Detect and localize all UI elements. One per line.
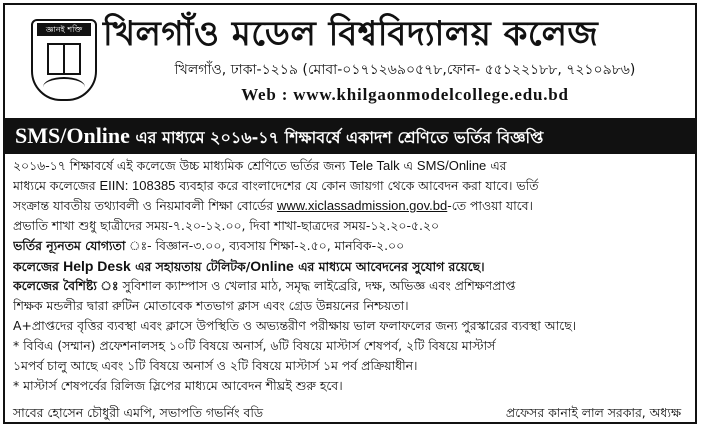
intro-text: ২০১৬-১৭ শিক্ষাবর্ষে এই কলেজে উচ্চ মাধ্যমিক শ্রেণিতে ভর্তির জন্য <box>13 158 350 173</box>
intro-line-1 <box>13 156 689 176</box>
intro-line-3 <box>13 196 689 216</box>
admission-url: www.xiclassadmission.gov.bd <box>276 198 448 213</box>
features-label: কলেজের বৈশিষ্ট্য ঃ <box>13 278 119 293</box>
wreath-icon <box>43 77 85 97</box>
principal-signature: প্রফেসর কানাই লাল সরকার, অধ্যক্ষ <box>505 405 681 420</box>
help-text: এর সহায়তায় টেলিটক/ <box>130 259 251 274</box>
min-values: ঃ- বিজ্ঞান-৩.০০, ব্যবসায় শিক্ষা-২.৫০, মানবিক-২.০০ <box>125 238 405 253</box>
features-text: সুবিশাল ক্যাম্পাস ও খেলার মাঠ, সমৃদ্ধ লাইব্রেরি, দক্ষ, অভিজ্ঞ এবং প্রশিক্ষণপ্রাপ্ত <box>118 278 516 293</box>
help-text: কলেজের <box>13 259 64 274</box>
headline-sms-online: SMS/Online <box>15 123 130 148</box>
intro-line-2 <box>13 176 689 196</box>
intro-text: এর <box>486 158 507 173</box>
notice-header <box>5 5 695 118</box>
min-label: ভর্তির ন্যূনতম যোগ্যতা <box>13 238 126 253</box>
minimum-qualification <box>13 236 689 256</box>
book-icon <box>47 43 81 75</box>
college-website: Web : www.khilgaonmodelcollege.edu.bd <box>241 85 569 104</box>
intro-text: সংক্রান্ত যাবতীয় তথ্যাবলী ও নিয়মাবলী শিক্ষা বোর্ডের <box>13 198 277 213</box>
teletalk-text: Tele Talk <box>349 158 400 173</box>
online-text: Online <box>250 258 294 274</box>
masters-line: * মাস্টার্স শেষপর্বের রিলিজ স্লিপের মাধ্যমে আবেদন শীঘ্রই শুরু হবে। <box>13 378 343 393</box>
chairman-signature: সাবের হোসেন চৌধুরী এমপি, সভাপতি গভর্নিং বডি <box>13 405 264 420</box>
notice-body <box>13 156 689 396</box>
intro-text: -তে পাওয়া যাবে। <box>447 198 533 213</box>
notice-footer <box>13 403 689 423</box>
college-name: খিলগাঁও মডেল বিশ্ববিদ্যালয় কলেজ <box>103 14 599 54</box>
features-line-1 <box>13 276 689 296</box>
intro-text: মাধ্যমে কলেজের <box>13 178 100 193</box>
admission-notice <box>3 3 697 424</box>
college-crest-icon <box>31 19 97 101</box>
college-address: খিলগাঁও, ঢাকা-১২১৯ (মোবা-০১৭১২৬৯০৫৭৮,ফোন- ৫৫১২২১৮৮, ৭২১০৯৮৬) <box>174 62 636 78</box>
intro-text: ব্যবহার করে বাংলাদেশের যে কোন জায়গা থেকে আবেদন করা যাবে। ভর্তি <box>175 178 539 193</box>
intro-text: এ <box>399 158 417 173</box>
scholarship-line: A+প্রাপ্তদের বৃত্তির ব্যবস্থা এবং ক্লাসে উপস্থিতি ও অভ্যন্তরীণ পরীক্ষায় ভাল ফলাফলের জন্য পুরস্কারের ব্যবস্থা আছে। <box>13 318 577 333</box>
crest-motto: জ্ঞানই শক্তি <box>37 23 91 36</box>
help-text: এর মাধ্যমে আবেদনের সুযোগ রয়েছে। <box>293 259 485 274</box>
help-desk-text: Help Desk <box>63 258 131 274</box>
shift-timing: প্রভাতি শাখা শুধু ছাত্রীদের সময়-৭.২০-১২.০০, দিবা শাখা-ছাত্রদের সময়-১২.২০-৫.২০ <box>13 218 440 233</box>
headline-text: এর মাধ্যমে ২০১৬-১৭ শিক্ষাবর্ষে একাদশ শ্রেণিতে ভর্তির বিজ্ঞপ্তি <box>129 128 544 147</box>
eiin-number: EIIN: 108385 <box>99 178 176 193</box>
sms-online-text: SMS/Online <box>416 158 487 173</box>
programs-line-1: * বিবিএ (সম্মান) প্রফেশনালসহ ১০টি বিষয়ে অনার্স, ৬টি বিষয়ে মাস্টার্স শেষপর্ব, ২টি বিষয়ে মাস্টার্স <box>13 338 496 353</box>
programs-line-2: ১মপর্ব চালু আছে এবং ১টি বিষয়ে অনার্স ও ২টি বিষয়ে মাস্টার্স ১ম পর্ব প্রক্রিয়াধীন। <box>13 358 418 373</box>
notice-headline <box>5 118 695 154</box>
help-desk-line <box>13 256 689 276</box>
features-line-2: শিক্ষক মন্ডলীর দ্বারা রুটিন মোতাবেক শতভাগ ক্লাস এবং গ্রেড উন্নয়নের নিশ্চয়তা। <box>13 298 409 313</box>
